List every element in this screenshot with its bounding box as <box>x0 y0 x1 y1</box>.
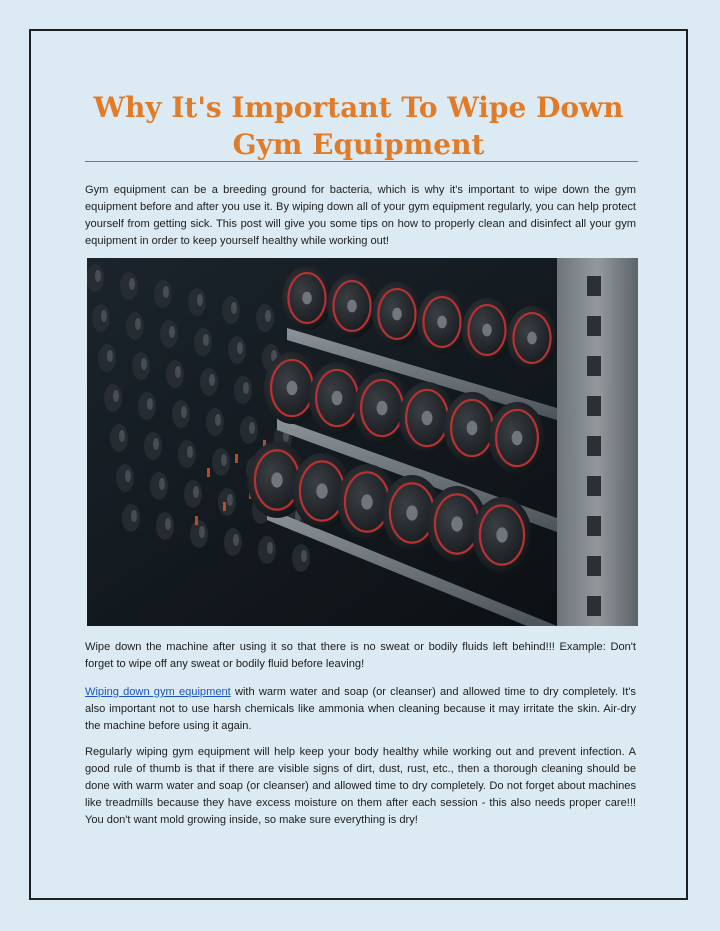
document-title <box>31 89 686 163</box>
wiping-equipment-link[interactable]: Wiping down gym equipment <box>85 686 231 698</box>
title-line-1: Why It's Important To Wipe Down <box>93 91 624 124</box>
cleaning-paragraph <box>85 684 636 735</box>
intro-paragraph: Gym equipment can be a breeding ground for bacteria, which is why it's important to wipe down the gym equipment before and after you use it. By wiping down all of your gym equipment regularly, you can help protect yourself from getting sick. This post will give you some tips on how to properly clean and disinfect all your gym equipment in order to keep yourself healthy while working out! <box>85 184 636 247</box>
title-divider <box>85 161 638 162</box>
document-page <box>29 29 688 900</box>
dumbbell-rack-photo <box>87 258 638 626</box>
title-line-2: Gym Equipment <box>232 128 485 161</box>
post-image-paragraph: Wipe down the machine after using it so that there is no sweat or bodily fluids left behind!!! Example: Don't forget to wipe off any sweat or bodily fluid before leaving! <box>85 641 636 670</box>
cleaning-paragraph-text: with warm water and soap (or cleanser) and allowed time to dry completely. It's also important not to use harsh chemicals like ammonia when cleaning because it may irritate the skin. Air-dry the machine before using it again. <box>85 686 636 732</box>
closing-paragraph: Regularly wiping gym equipment will help keep your body healthy while working out and prevent infection. A good rule of thumb is that if there are visible signs of dirt, dust, rust, etc., then a thorough cleaning should be done with warm water and soap (or cleanser) and allowed time to dry completely. Do not forget about machines like treadmills because they have excess moisture on them after each session - this also needs proper care!!! You don't want mold growing inside, so make sure everything is dry! <box>85 746 636 826</box>
